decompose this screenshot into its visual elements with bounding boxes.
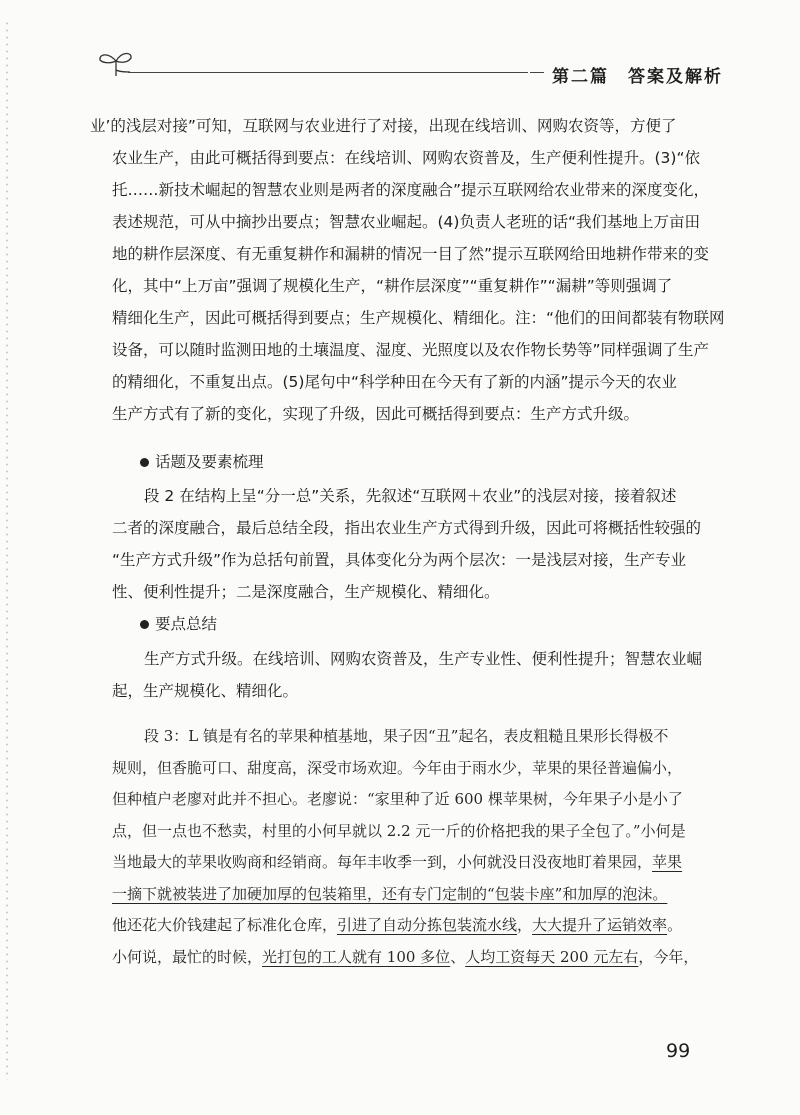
header-rule-end: [530, 72, 544, 73]
passage-text: 当地最大的苹果收购商和经销商。每年丰收季一到，小何就没日没夜地盯着果园，: [112, 853, 653, 871]
summary-heading: [140, 612, 217, 634]
passage-line: 点，但一点也不愁卖，村里的小何早就以 2.2 元一斤的价格把我的果子全包了。”小何是: [112, 821, 686, 840]
header-rule: [128, 72, 528, 73]
summary-line: 起，生产规模化、精细化。: [112, 682, 299, 700]
passage-text: 、: [450, 947, 466, 966]
topic-heading: [140, 450, 264, 472]
passage-3: [112, 721, 700, 973]
analysis-paragraph: [90, 110, 725, 430]
summary-heading-text: 要点总结: [155, 615, 218, 633]
topic-line: 段 2 在结构上呈“分一总”关系，先叙述“互联网＋农业”的浅层对接，接着叙述: [144, 487, 677, 505]
underlined-phrase: 光打包的工人就有 100 多位: [262, 947, 451, 966]
analysis-line: 设备，可以随时监测田地的土壤温度、湿度、光照度以及农作物长势等”同样强调了生产: [112, 341, 710, 359]
topic-heading-text: 话题及要素梳理: [155, 453, 264, 471]
analysis-line: 托……新技术崛起的智慧农业则是两者的深度融合”提示互联网给农业带来的深度变化，: [112, 181, 710, 199]
sprout-icon: [96, 48, 136, 78]
passage-text: 他还花大价钱建起了标准化仓库，: [112, 916, 338, 934]
topic-line: “生产方式升级”作为总括句前置，具体变化分为两个层次：一是浅层对接，生产专业: [112, 551, 687, 569]
bullet-icon: [140, 458, 149, 467]
analysis-line: 的精细化，不重复出点。(5)尾句中“科学种田在今天有了新的内涵”提示今天的农业: [112, 373, 678, 391]
passage-text: ，: [517, 916, 533, 934]
analysis-line: 表述规范，可从中摘抄出要点；智慧农业崛起。(4)负责人老班的话“我们基地上万亩田: [112, 213, 700, 231]
analysis-line: 精细化生产，因此可概括得到要点；生产规模化、精细化。注：“他们的田间都装有物联网: [112, 309, 725, 327]
passage-line: 但种植户老廖对此并不担心。老廖说：“家里种了近 600 棵苹果树，今年果子小是小了: [112, 790, 683, 808]
passage-line: [112, 879, 700, 911]
analysis-line: 化，其中“上万亩”强调了规模化生产，“耕作层深度”“重复耕作”“漏耕”等则强调了: [112, 277, 673, 295]
passage-line: [112, 942, 700, 974]
summary-line: 生产方式升级。在线培训、网购农资普及，生产专业性、便利性提升；智慧农业崛: [144, 650, 703, 668]
analysis-line: 业’的浅层对接”可知，互联网与农业进行了对接，出现在线培训、网购农资等，方便了: [90, 117, 677, 135]
passage-text: 小何说，最忙的时候，: [112, 947, 263, 966]
underlined-phrase: 大大提升了运销效率: [532, 916, 668, 934]
analysis-line: 生产方式有了新的变化，实现了升级，因此可概括得到要点：生产方式升级。: [112, 405, 640, 423]
passage-line: [112, 847, 700, 879]
analysis-line: 地的耕作层深度、有无重复耕作和漏耕的情况一目了然”提示互联网给田地耕作带来的变: [112, 245, 710, 263]
underlined-phrase: 人均工资每天 200 元左右: [465, 947, 639, 966]
topic-line: 二者的深度融合，最后总结全段，指出农业生产方式得到升级，因此可将概括性较强的: [112, 519, 702, 537]
passage-text: 。: [667, 916, 683, 934]
bullet-icon: [140, 620, 149, 629]
passage-line: [112, 910, 700, 942]
topic-paragraph: [112, 480, 700, 608]
analysis-line: 农业生产，由此可概括得到要点：在线培训、网购农资普及，生产便利性提升。(3)“依: [112, 149, 700, 167]
underlined-phrase: 引进了自动分拣包装流水线: [337, 916, 518, 934]
passage-text: ，今年，: [638, 947, 699, 966]
underlined-phrase: 一摘下就被装进了加硬加厚的包装箱里，还有专门定制的“包装卡座”和加厚的泡沫。: [112, 884, 668, 903]
passage-line: 规则，但香脆可口、甜度高，深受市场欢迎。今年由于雨水少，苹果的果径普遍偏小，: [112, 758, 683, 777]
summary-paragraph: [112, 643, 703, 707]
section-title: 第二篇 答案及解析: [552, 67, 723, 87]
binding-dots: [6, 20, 8, 1080]
underlined-phrase: 苹果: [652, 853, 683, 871]
passage-line: 段 3：L 镇是有名的苹果种植基地，果子因“丑”起名，表皮粗糙且果形长得极不: [144, 727, 669, 745]
page-number: 99: [666, 1040, 691, 1062]
topic-line: 性、便利性提升；二是深度融合，生产规模化、精细化。: [112, 583, 500, 601]
